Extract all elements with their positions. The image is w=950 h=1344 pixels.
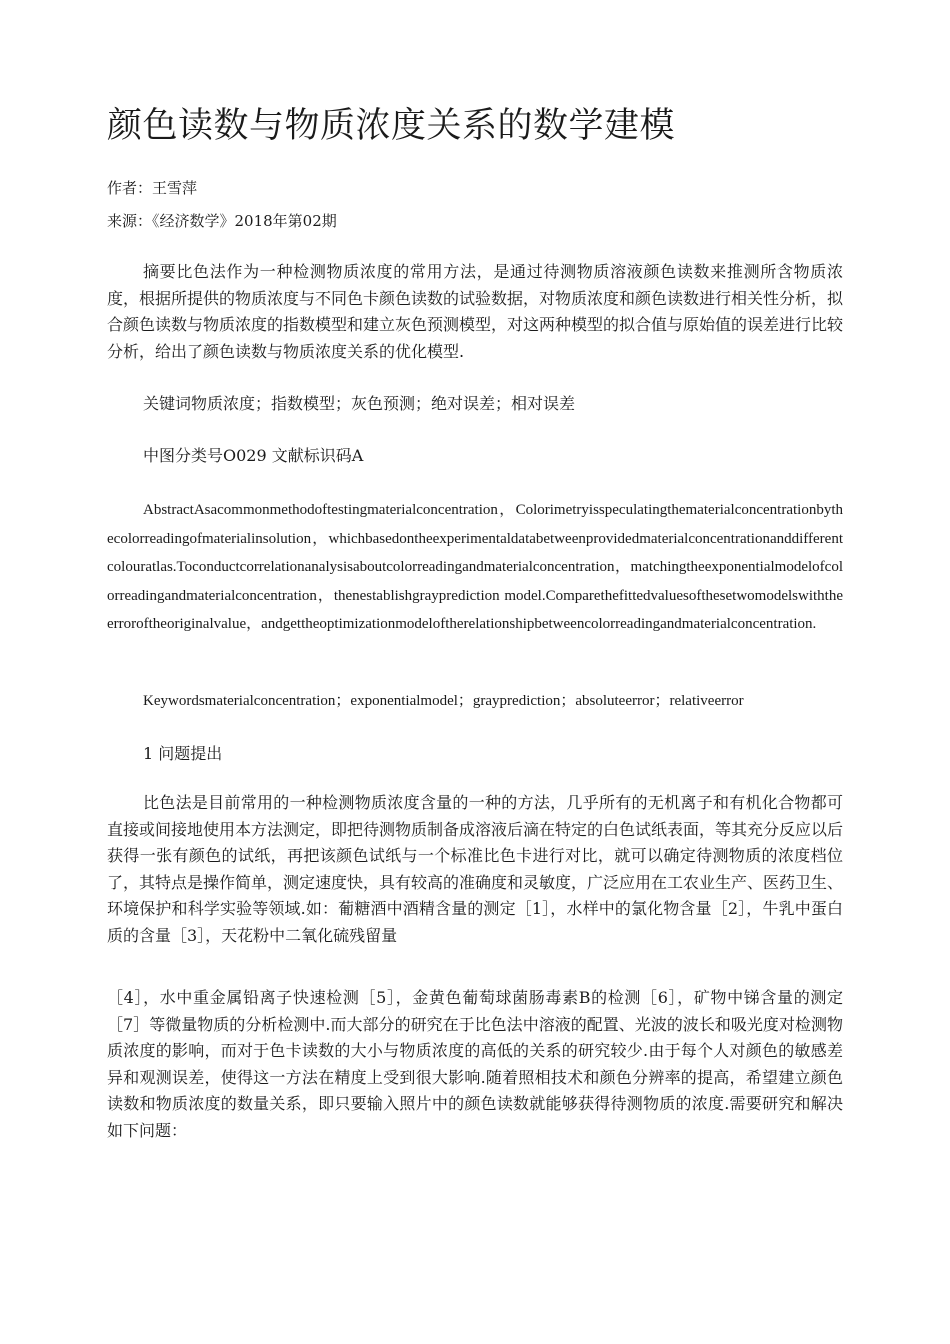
abstract-chinese: 摘要比色法作为一种检测物质浓度的常用方法，是通过待测物质溶液颜色读数来推测所含物质浓度，根据所提供的物质浓度与不同色卡颜色读数的试验数据，对物质浓度和颜色读数进行相关性分析，拟合颜色读数与物质浓度的指数模型和建立灰色预测模型，对这两种模型的拟合值与原始值的误差进行比较分析，给出了颜色读数与物质浓度关系的优化模型. xyxy=(107,262,844,361)
abstract-english: AbstractAsacommonmethodoftestingmaterialconcentration，Colorimetryisspeculatingthematerialconcentrationbythecolorreadingofmaterialinsolution，whichbasedontheexperimentaldatabetweenprovidedmaterialconcentrationanddifferentcolouratlas.Toconductcorrelationanalysisaboutcolorreadingandmaterialconcentration，matchingtheexponentialmodelofcolorreadingandmaterialconcentration，thenestablishgrayprediction model.Comparethefittedvaluesofthesetwomodelswiththeerroroftheoriginalvalue，andgettheoptimizationmodeloftherelationshipbetweencolorreadingandmaterialconcentration. xyxy=(107,502,843,632)
source-line: 来源：《经济数学》2018年第02期 xyxy=(107,212,337,230)
body-paragraph: 比色法是目前常用的一种检测物质浓度含量的一种的方法，几乎所有的无机离子和有机化合物都可直接或间接地使用本方法测定，即把待测物质制备成溶液后滴在特定的白色试纸表面，等其充分反应以后获得一张有颜色的试纸，再把该颜色试纸与一个标准比色卡进行对比，就可以确定待测物质的浓度档位了，其特点是操作简单，测定速度快，具有较高的准确度和灵敏度，广泛应用在工农业生产、医药卫生、环境保护和科学实验等领域.如：葡糖酒中酒精含量的测定［1］，水样中的氯化物含量［2］，牛乳中蛋白质的含量［3］，天花粉中二氧化硫残留量 xyxy=(107,793,844,945)
paper-title: 颜色读数与物质浓度关系的数学建模 xyxy=(107,106,676,146)
keywords-chinese: 关键词物质浓度；指数模型；灰色预测；绝对误差；相对误差 xyxy=(143,394,576,413)
body-paragraph-continued: ［4］，水中重金属铅离子快速检测［5］，金黄色葡萄球菌肠毒素B的检测［6］，矿物中锑含量的测定［7］等微量物质的分析检测中.而大部分的研究在于比色法中溶液的配置、光波的波长和吸光度对检测物质浓度的影响，而对于色卡读数的大小与物质浓度的高低的关系的研究较少.由于每个人对颜色的敏感差异和观测误差，使得这一方法在精度上受到很大影响.随着照相技术和颜色分辨率的提高，希望建立颜色读数和物质浓度的数量关系，即只要输入照片中的颜色读数就能够获得待测物质的浓度.需要研究和解决如下问题： xyxy=(107,988,843,1140)
section-heading: 1 问题提出 xyxy=(143,744,223,763)
classification-line: 中图分类号O029 文献标识码A xyxy=(143,446,364,465)
keywords-english: Keywordsmaterialconcentration；exponentialmodel；grayprediction；absoluteerror；relativeerror xyxy=(143,693,744,709)
author-line: 作者：王雪萍 xyxy=(107,179,198,197)
